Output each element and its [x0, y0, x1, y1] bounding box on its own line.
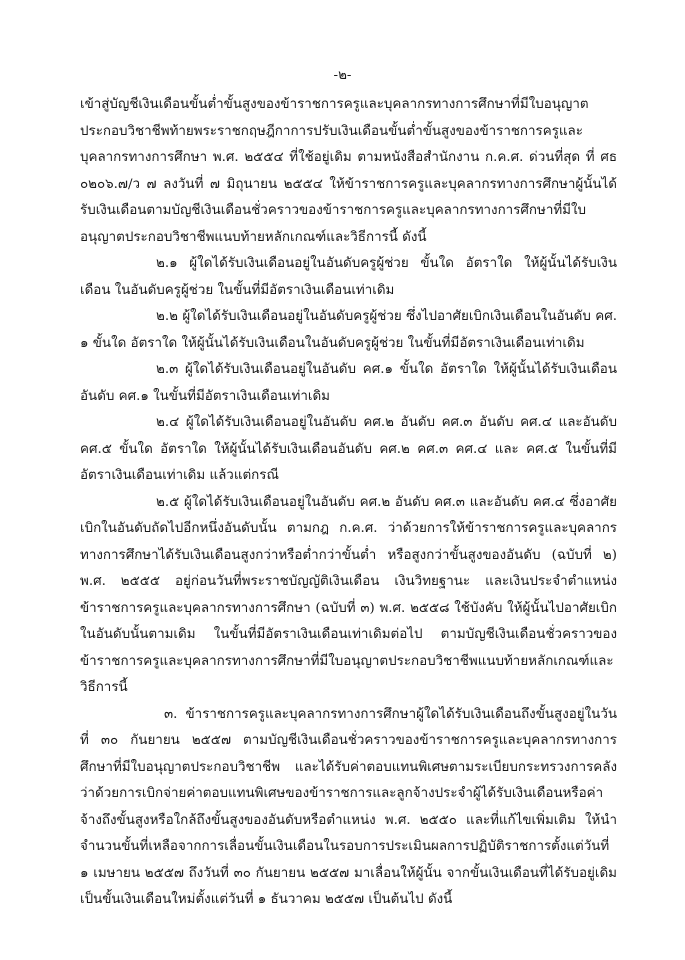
paragraph-item-2-2: ๒.๒ ผู้ใดได้รับเงินเดือนอยู่ในอันดับครูผู้ช่วย ซึ่งไปอาศัยเบิกเงินเดือนในอันดับ คศ. ๑ ขั้นใด อัตราใด ให้ผู้นั้นได้รับเงินเดือนในอันดับครูผู้ช่วย ในขั้นที่มีอัตราเงินเดือนเท่าเดิม: [80, 309, 617, 351]
paragraph-intro: เข้าสู่บัญชีเงินเดือนขั้นต่ำขั้นสูงของข้าราชการครูและบุคลากรทางการศึกษาที่มีใบอนุญาตประกอบวิชาชีพท้ายพระราชกฤษฎีกาการปรับเงินเดือนขั้นต่ำขั้นสูงของข้าราชการครูและบุคลากรทางการศึกษา พ.ศ. ๒๕๕๔ ที่ใช้อยู่เดิม ตามหนังสือสำนักงาน ก.ค.ศ. ด่วนที่สุด ที่ ศธ ๐๒๐๖.๗/ว ๗ ลงวันที่ ๗ มิถุนายน ๒๕๕๔ ให้ข้าราชการครูและบุคลากรทางการศึกษาผู้นั้นได้รับเงินเดือนตามบัญชีเงินเดือนชั่วคราวของข้าราชการครูและบุคลากรทางการศึกษาที่มีใบอนุญาตประกอบวิชาชีพแนบท้ายหลักเกณฑ์และวิธีการนี้ ดังนี้: [80, 97, 617, 245]
paragraph-item-2-3: ๒.๓ ผู้ใดได้รับเงินเดือนอยู่ในอันดับ คศ.๑ ขั้นใด อัตราใด ให้ผู้นั้นได้รับเงินเดือนอันดับ คศ.๑ ในขั้นที่มีอัตราเงินเดือนเท่าเดิม: [80, 362, 617, 404]
paragraph-item-2-4: ๒.๔ ผู้ใดได้รับเงินเดือนอยู่ในอันดับ คศ.๒ อันดับ คศ.๓ อันดับ คศ.๔ และอันดับ คศ.๕ ขั้นใด อัตราใด ให้ผู้นั้นได้รับเงินเดือนอันดับ คศ.๒ คศ.๓ คศ.๔ และ คศ.๕ ในขั้นที่มีอัตราเงินเดือนเท่าเดิม แล้วแต่กรณี: [80, 415, 617, 483]
paragraph-item-2-1: ๒.๑ ผู้ใดได้รับเงินเดือนอยู่ในอันดับครูผู้ช่วย ขั้นใด อัตราใด ให้ผู้นั้นได้รับเงินเดือน ในอันดับครูผู้ช่วย ในขั้นที่มีอัตราเงินเดือนเท่าเดิม: [80, 256, 617, 298]
paragraph-item-3: ๓. ข้าราชการครูและบุคลากรทางการศึกษาผู้ใดได้รับเงินเดือนถึงขั้นสูงอยู่ในวันที่ ๓๐ กันยายน ๒๕๕๗ ตามบัญชีเงินเดือนชั่วคราวของข้าราชการครูและบุคลากรทางการศึกษาที่มีใบอนุญาตประกอบวิชาชีพ และได้รับค่าตอบแทนพิเศษตามระเบียบกระทรวงการคลังว่าด้วยการเบิกจ่ายค่าตอบแทนพิเศษของข้าราชการและลูกจ้างประจำผู้ได้รับเงินเดือนหรือค่าจ้างถึงขั้นสูงหรือใกล้ถึงขั้นสูงของอันดับหรือตำแหน่ง พ.ศ. ๒๕๕๐ และที่แก้ไขเพิ่มเติม ให้นำจำนวนขั้นที่เหลือจากการเลื่อนขั้นเงินเดือนในรอบการประเมินผลการปฏิบัติราชการตั้งแต่วันที่ ๑ เมษายน ๒๕๕๗ ถึงวันที่ ๓๐ กันยายน ๒๕๕๗ มาเลื่อนให้ผู้นั้น จากขั้นเงินเดือนที่ได้รับอยู่เดิมเป็นขั้นเงินเดือนใหม่ตั้งแต่วันที่ ๑ ธันวาคม ๒๕๕๗ เป็นต้นไป ดังนี้: [80, 706, 617, 907]
paragraph-item-2-5: ๒.๕ ผู้ใดได้รับเงินเดือนอยู่ในอันดับ คศ.๒ อันดับ คศ.๓ และอันดับ คศ.๔ ซึ่งอาศัยเบิกในอันดับถัดไปอีกหนึ่งอันดับนั้น ตามกฎ ก.ค.ศ. ว่าด้วยการให้ข้าราชการครูและบุคลากรทางการศึกษาได้รับเงินเดือนสูงกว่าหรือต่ำกว่าขั้นต่ำ หรือสูงกว่าขั้นสูงของอันดับ (ฉบับที่ ๒) พ.ศ. ๒๕๕๕ อยู่ก่อนวันที่พระราชบัญญัติเงินเดือน เงินวิทยฐานะ และเงินประจำตำแหน่งข้าราชการครูและบุคลากรทางการศึกษา (ฉบับที่ ๓) พ.ศ. ๒๕๕๘ ใช้บังคับ ให้ผู้นั้นไปอาศัยเบิกในอันดับนั้นตามเดิม ในขั้นที่มีอัตราเงินเดือนเท่าเดิมต่อไป ตามบัญชีเงินเดือนชั่วคราวของข้าราชการครูและบุคลากรทางการศึกษาที่มีใบอนุญาตประกอบวิชาชีพแนบท้ายหลักเกณฑ์และวิธีการนี้: [80, 494, 617, 695]
document-body: [80, 92, 617, 914]
page-number: -๒-: [333, 68, 352, 83]
